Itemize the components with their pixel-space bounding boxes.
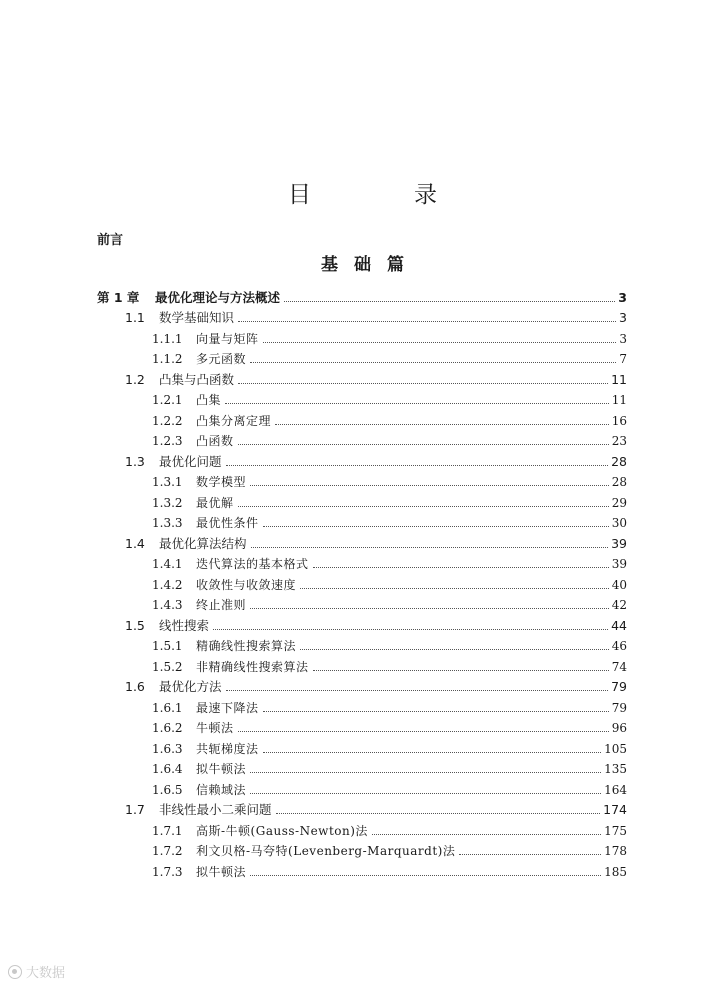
toc-entry-number: 1.1.1 (152, 331, 183, 346)
toc-subsection-entry (97, 777, 627, 798)
toc-subsection-entry (97, 429, 627, 450)
toc-dot-leader (313, 567, 609, 568)
toc-entry-number: 1.5 (125, 617, 145, 633)
toc-entry-title: 凸集分离定理 (196, 413, 272, 428)
toc-section-entry (97, 798, 627, 819)
toc-entry-page: 79 (611, 679, 627, 694)
toc-entry-page: 3 (619, 310, 627, 325)
toc-dot-leader (226, 690, 609, 691)
toc-subsection-entry (97, 859, 627, 880)
toc-entry-title: 最优化问题 (159, 453, 222, 469)
toc-subsection-entry (97, 818, 627, 839)
toc-subsection-entry (97, 736, 627, 757)
toc-entry-title: 非精确线性搜索算法 (196, 659, 309, 674)
toc-dot-leader (250, 793, 601, 794)
toc-dot-leader (300, 588, 609, 589)
toc-entry-number: 1.1 (125, 310, 145, 325)
toc-entry-title: 精确线性搜索算法 (196, 639, 297, 653)
toc-chapter-entry (97, 285, 627, 306)
toc-entry-number: 1.3.3 (152, 516, 183, 530)
toc-entry-page: 40 (611, 577, 627, 592)
toc-subsection-entry (97, 490, 627, 511)
toc-entry-title: 共轭梯度法 (196, 741, 259, 756)
toc-entry-number: 1.4.2 (152, 577, 183, 592)
toc-entry-number: 1.6.2 (152, 721, 183, 735)
toc-dot-leader (238, 321, 616, 322)
toc-dot-leader (263, 752, 602, 753)
toc-entry-title: 凸集 (196, 393, 222, 407)
preface-entry: 前言 (97, 233, 124, 248)
toc-entry-page: 29 (611, 495, 627, 510)
toc-entry-title: 最速下降法 (196, 700, 259, 715)
toc-entry-page: 23 (611, 434, 627, 448)
toc-dot-leader (250, 875, 601, 876)
toc-entry-number: 1.3.1 (152, 475, 183, 489)
toc-entry-number: 1.1.2 (152, 352, 183, 366)
toc-subsection-entry (97, 408, 627, 429)
toc-entry-number: 第 1 章 (97, 289, 140, 305)
toc-dot-leader (238, 383, 608, 384)
toc-entry-number: 1.7.3 (152, 864, 183, 879)
toc-dot-leader (250, 608, 609, 609)
toc-entry-page: 46 (611, 639, 627, 653)
toc-entry-title: 数学基础知识 (159, 310, 235, 325)
toc-dot-leader (313, 670, 609, 671)
toc-entry-page: 74 (611, 659, 627, 674)
toc-entry-page: 11 (611, 371, 627, 387)
page-title: 目 录 (288, 182, 477, 208)
toc-dot-leader (238, 444, 609, 445)
toc-entry-title: 迭代算法的基本格式 (196, 557, 309, 571)
toc-entry-number: 1.5.1 (152, 639, 183, 653)
toc-dot-leader (238, 506, 609, 507)
toc-section-entry (97, 613, 627, 634)
toc-list (97, 285, 627, 880)
toc-entry-page: 28 (611, 475, 627, 489)
toc-subsection-entry (97, 839, 627, 860)
watermark-text: 大数据 (26, 966, 66, 981)
toc-section-entry (97, 449, 627, 470)
toc-entry-number: 1.6.3 (152, 741, 183, 756)
toc-entry-title: 最优化算法结构 (159, 535, 247, 551)
toc-subsection-entry (97, 716, 627, 737)
toc-dot-leader (225, 403, 609, 404)
toc-entry-number: 1.7.1 (152, 823, 183, 838)
toc-dot-leader (263, 711, 609, 712)
toc-entry-page: 175 (604, 823, 627, 838)
toc-dot-leader (251, 547, 609, 548)
toc-section-entry (97, 675, 627, 696)
toc-entry-title: 向量与矩阵 (196, 331, 259, 346)
toc-entry-page: 44 (611, 617, 627, 633)
toc-dot-leader (263, 526, 609, 527)
toc-entry-page: 28 (611, 453, 627, 469)
toc-entry-title: 最优解 (196, 495, 234, 510)
toc-entry-page: 135 (604, 762, 627, 776)
toc-dot-leader (238, 731, 609, 732)
toc-section-entry (97, 367, 627, 388)
toc-entry-number: 1.2.2 (152, 413, 183, 428)
toc-entry-number: 1.6 (125, 679, 145, 694)
toc-entry-page: 7 (619, 352, 627, 366)
toc-entry-number: 1.4.1 (152, 557, 183, 571)
toc-entry-number: 1.3 (125, 453, 145, 469)
toc-entry-number: 1.6.4 (152, 762, 183, 776)
toc-entry-page: 30 (611, 516, 627, 530)
toc-subsection-entry (97, 388, 627, 409)
toc-section-entry (97, 531, 627, 552)
toc-entry-title: 拟牛顿法 (196, 864, 247, 879)
toc-subsection-entry (97, 593, 627, 614)
toc-entry-page: 96 (611, 721, 627, 735)
toc-subsection-entry (97, 326, 627, 347)
toc-entry-title: 牛顿法 (196, 721, 234, 735)
toc-subsection-entry (97, 470, 627, 491)
toc-entry-page: 79 (611, 700, 627, 715)
toc-entry-page: 174 (603, 802, 627, 817)
toc-subsection-entry (97, 552, 627, 573)
toc-dot-leader (275, 424, 609, 425)
toc-subsection-entry (97, 511, 627, 532)
toc-entry-number: 1.5.2 (152, 659, 183, 674)
toc-entry-title: 非线性最小二乘问题 (159, 802, 272, 817)
toc-entry-page: 105 (604, 741, 627, 756)
toc-entry-title: 高斯-牛顿(Gauss-Newton)法 (196, 823, 368, 838)
toc-entry-title: 利文贝格-马夸特(Levenberg-Marquardt)法 (196, 844, 456, 858)
toc-section-entry (97, 306, 627, 327)
toc-entry-page: 11 (611, 393, 627, 407)
toc-entry-number: 1.2.1 (152, 393, 183, 407)
watermark (8, 962, 65, 981)
toc-subsection-entry (97, 347, 627, 368)
toc-entry-title: 终止准则 (196, 598, 247, 612)
toc-entry-title: 数学模型 (196, 475, 247, 489)
toc-entry-number: 1.2.3 (152, 434, 183, 448)
toc-entry-title: 拟牛顿法 (196, 762, 247, 776)
toc-entry-title: 多元函数 (196, 352, 247, 366)
toc-entry-number: 1.6.1 (152, 700, 183, 715)
toc-entry-page: 39 (611, 535, 627, 551)
watermark-logo-icon (8, 965, 22, 979)
toc-entry-number: 1.7 (125, 802, 145, 817)
toc-entry-number: 1.2 (125, 371, 145, 387)
toc-dot-leader (250, 485, 609, 486)
toc-dot-leader (226, 465, 609, 466)
toc-dot-leader (263, 342, 617, 343)
toc-entry-title: 信赖域法 (196, 782, 247, 797)
toc-entry-number: 1.4.3 (152, 598, 183, 612)
part-title: 基础篇 (321, 255, 420, 275)
toc-dot-leader (459, 854, 601, 855)
toc-entry-title: 收敛性与收敛速度 (196, 577, 297, 592)
toc-subsection-entry (97, 634, 627, 655)
toc-entry-number: 1.4 (125, 535, 145, 551)
toc-entry-page: 178 (604, 844, 627, 858)
toc-entry-page: 42 (611, 598, 627, 612)
toc-dot-leader (372, 834, 601, 835)
toc-entry-page: 16 (611, 413, 627, 428)
toc-entry-page: 3 (618, 289, 627, 305)
toc-entry-title: 最优性条件 (196, 516, 259, 530)
toc-subsection-entry (97, 695, 627, 716)
toc-dot-leader (284, 301, 615, 302)
toc-entry-number: 1.3.2 (152, 495, 183, 510)
toc-dot-leader (276, 813, 601, 814)
toc-entry-page: 164 (604, 782, 627, 797)
toc-entry-number: 1.6.5 (152, 782, 183, 797)
toc-entry-page: 3 (619, 331, 627, 346)
toc-dot-leader (250, 362, 616, 363)
toc-entry-title: 最优化理论与方法概述 (155, 289, 281, 305)
toc-entry-title: 线性搜索 (159, 617, 210, 633)
toc-dot-leader (213, 629, 608, 630)
toc-subsection-entry (97, 654, 627, 675)
toc-subsection-entry (97, 757, 627, 778)
toc-entry-title: 凸集与凸函数 (159, 371, 235, 387)
toc-entry-page: 39 (611, 557, 627, 571)
toc-dot-leader (250, 772, 601, 773)
toc-dot-leader (300, 649, 609, 650)
toc-entry-page: 185 (604, 864, 627, 879)
toc-subsection-entry (97, 572, 627, 593)
toc-entry-number: 1.7.2 (152, 844, 183, 858)
toc-entry-title: 凸函数 (196, 434, 234, 448)
toc-entry-title: 最优化方法 (159, 679, 222, 694)
